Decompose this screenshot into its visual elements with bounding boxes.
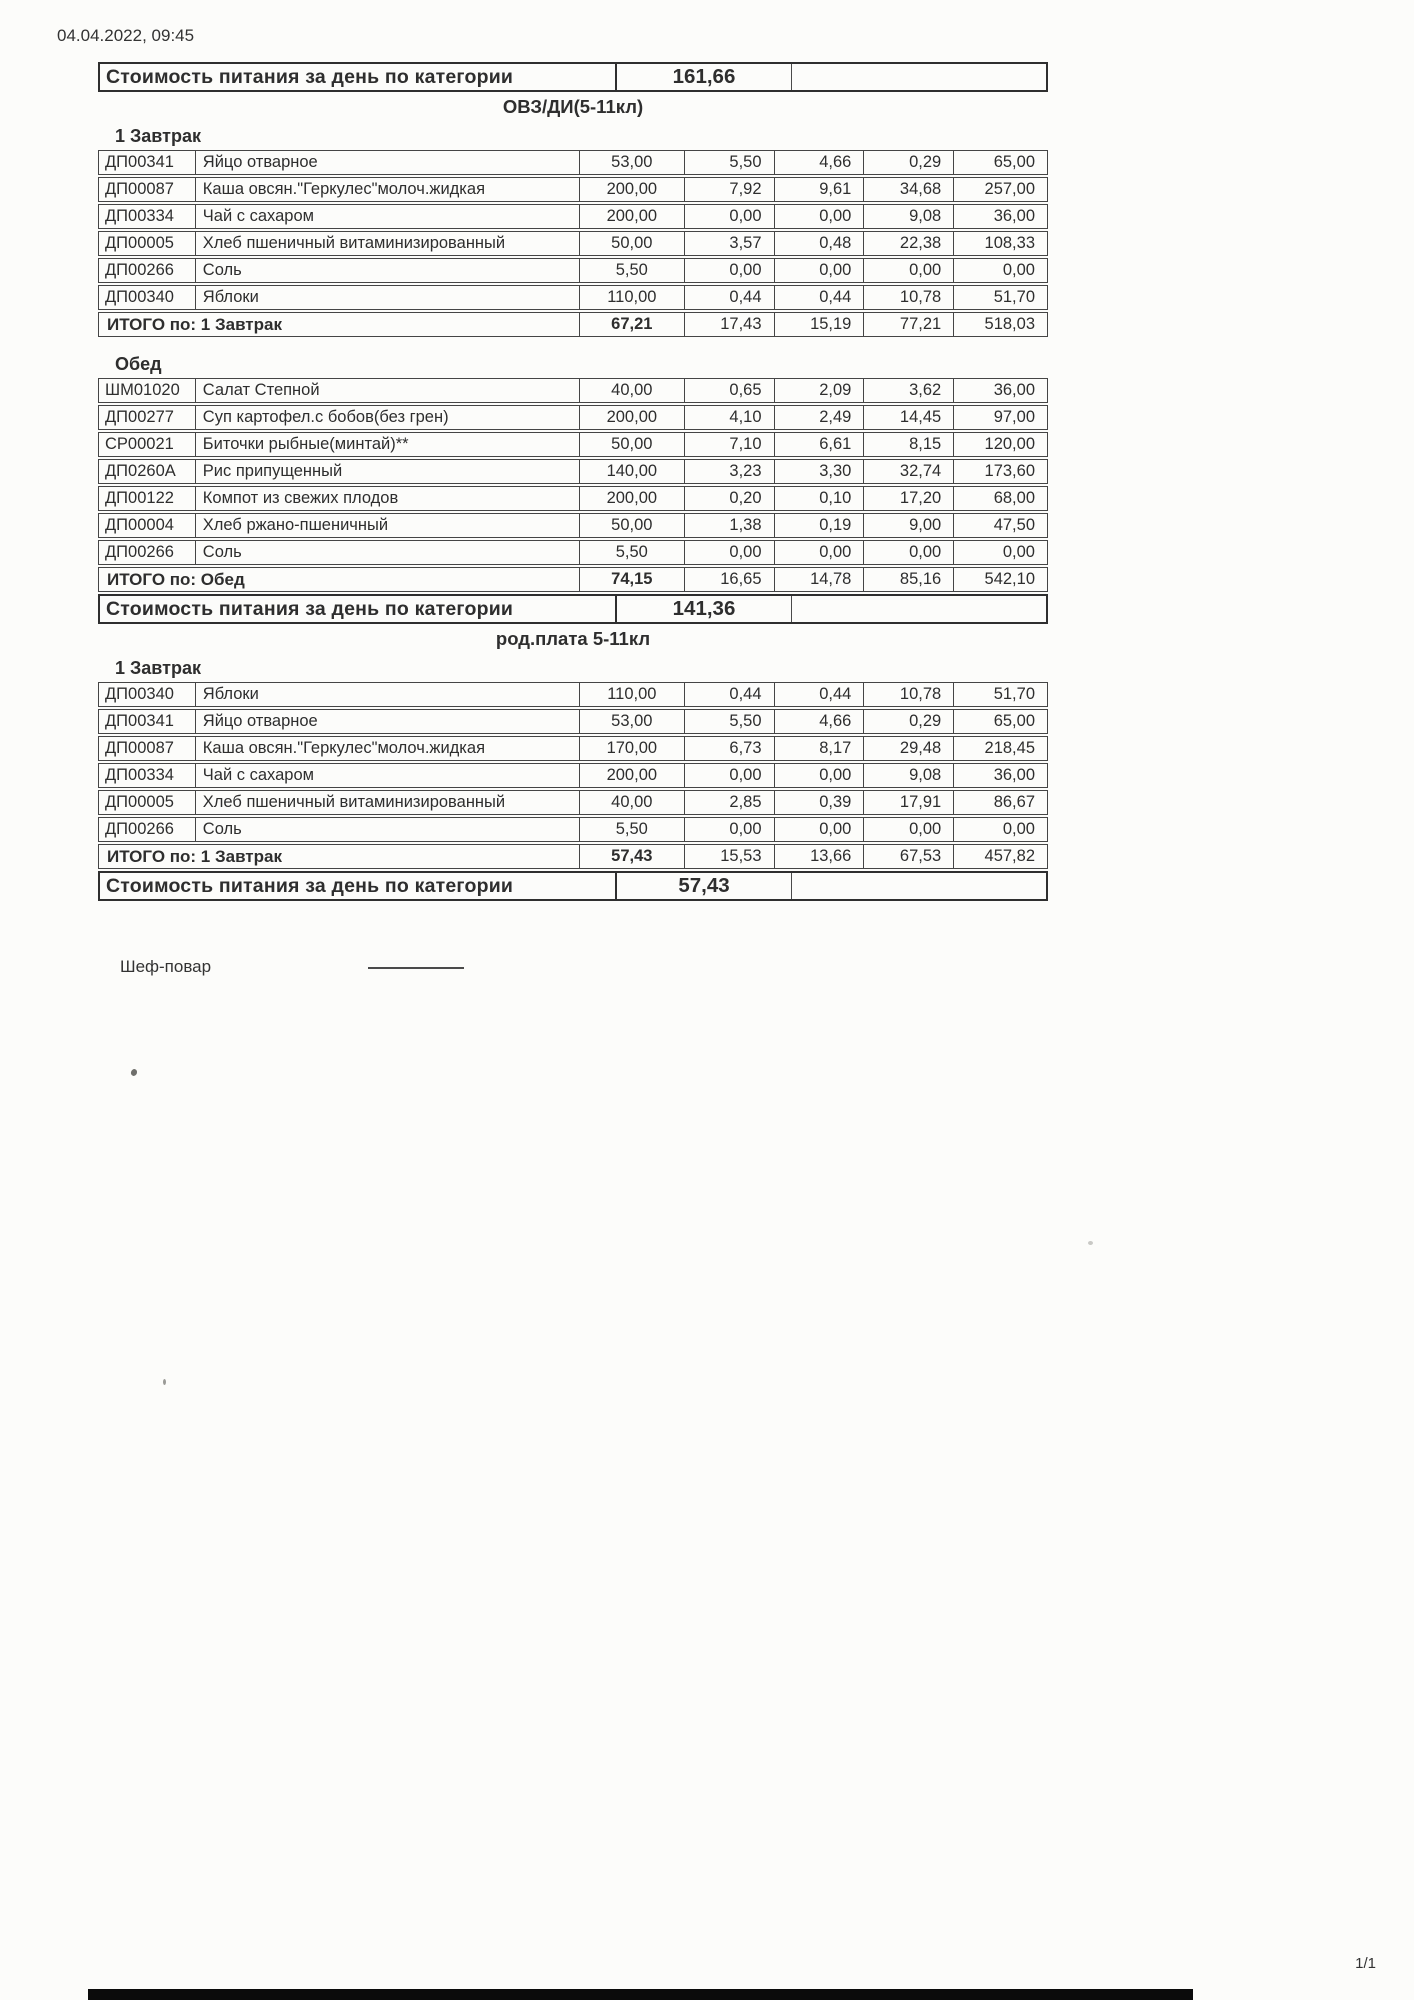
- item-value: 0,29: [864, 710, 954, 733]
- item-value: 65,00: [993, 712, 1035, 730]
- table-row: [98, 682, 1048, 707]
- table-total-row: [98, 567, 1048, 592]
- item-value: 110,00: [580, 683, 685, 706]
- chef-signature-row: [120, 957, 1048, 977]
- item-value: 0,39: [775, 791, 865, 814]
- item-value: 0,00: [685, 541, 775, 564]
- total-value: 67,53: [864, 845, 954, 868]
- item-name: Яйцо отварное: [196, 710, 580, 733]
- item-value: 50,00: [580, 232, 685, 255]
- total-value: 57,43: [580, 845, 685, 868]
- item-code: ДП00005: [99, 232, 196, 255]
- total-value: 15,19: [775, 313, 865, 336]
- item-value: 0,44: [775, 683, 865, 706]
- daily-cost-summary-bar-3: [98, 871, 1048, 901]
- item-name: Биточки рыбные(минтай)**: [196, 433, 580, 456]
- breakfast-1-table: [98, 150, 1048, 337]
- item-value: 10,78: [864, 683, 954, 706]
- item-code: ДП00087: [99, 737, 196, 760]
- item-value: 0,00: [864, 818, 954, 841]
- item-value: 0,00: [1002, 543, 1035, 561]
- page-number: 1/1: [1355, 1955, 1376, 1972]
- item-value: 200,00: [580, 406, 685, 429]
- table-row: [98, 540, 1048, 565]
- item-value: 6,61: [775, 433, 865, 456]
- item-code: СР00021: [99, 433, 196, 456]
- item-value: 86,67: [993, 793, 1035, 811]
- item-value: 200,00: [580, 487, 685, 510]
- daily-cost-value: 141,36: [617, 596, 792, 622]
- item-name: Суп картофел.с бобов(без грен): [196, 406, 580, 429]
- item-value: 7,10: [685, 433, 775, 456]
- total-value: 74,15: [580, 568, 685, 591]
- daily-cost-summary-bar-2: [98, 594, 1048, 624]
- item-value: 22,38: [864, 232, 954, 255]
- lunch-table: [98, 378, 1048, 592]
- total-value: 85,16: [864, 568, 954, 591]
- item-code: ДП00266: [99, 541, 196, 564]
- item-value: 200,00: [580, 205, 685, 228]
- table-row: [98, 204, 1048, 229]
- item-value: 40,00: [580, 791, 685, 814]
- total-value: 77,21: [864, 313, 954, 336]
- item-value: 1,38: [685, 514, 775, 537]
- item-value: 2,09: [775, 379, 865, 402]
- total-value: 457,82: [984, 847, 1035, 865]
- total-value: 67,21: [580, 313, 685, 336]
- item-value: 0,00: [775, 205, 865, 228]
- item-code: ДП00334: [99, 205, 196, 228]
- item-value: 51,70: [993, 288, 1035, 306]
- item-value: 97,00: [993, 408, 1035, 426]
- item-value: 9,61: [775, 178, 865, 201]
- item-value: 218,45: [984, 739, 1035, 757]
- item-value: 9,00: [864, 514, 954, 537]
- item-code: ДП00340: [99, 683, 196, 706]
- table-row: [98, 513, 1048, 538]
- item-value: 170,00: [580, 737, 685, 760]
- item-value: 53,00: [580, 710, 685, 733]
- table-row: [98, 177, 1048, 202]
- total-value: 518,03: [984, 315, 1035, 333]
- total-label: ИТОГО по: 1 Завтрак: [99, 313, 580, 336]
- table-row: [98, 736, 1048, 761]
- table-row: [98, 258, 1048, 283]
- item-value: 68,00: [993, 489, 1035, 507]
- item-value: 34,68: [864, 178, 954, 201]
- item-value: 2,85: [685, 791, 775, 814]
- item-value: 173,60: [984, 462, 1035, 480]
- item-value: 3,30: [775, 460, 865, 483]
- item-code: ДП00122: [99, 487, 196, 510]
- item-name: Хлеб пшеничный витаминизированный: [196, 791, 580, 814]
- total-value: 16,65: [685, 568, 775, 591]
- breakfast-1-rows: [98, 150, 1048, 310]
- item-value: 200,00: [580, 764, 685, 787]
- item-value: 0,44: [775, 286, 865, 309]
- signature-line: [368, 967, 464, 969]
- daily-cost-filler: [792, 64, 1046, 90]
- scan-speck: [130, 1068, 138, 1077]
- daily-cost-label: Стоимость питания за день по категории: [100, 64, 617, 90]
- item-code: ДП00266: [99, 259, 196, 282]
- item-name: Компот из свежих плодов: [196, 487, 580, 510]
- daily-cost-label: Стоимость питания за день по категории: [100, 873, 617, 899]
- table-row: [98, 486, 1048, 511]
- table-row: [98, 790, 1048, 815]
- item-value: 4,66: [775, 710, 865, 733]
- total-value: 542,10: [984, 570, 1035, 588]
- item-value: 4,10: [685, 406, 775, 429]
- item-value: 65,00: [993, 153, 1035, 171]
- item-code: ДП0260А: [99, 460, 196, 483]
- item-value: 0,44: [685, 683, 775, 706]
- item-value: 0,00: [685, 205, 775, 228]
- table-row: [98, 231, 1048, 256]
- scan-speck: [163, 1379, 166, 1385]
- item-value: 0,44: [685, 286, 775, 309]
- item-code: ДП00005: [99, 791, 196, 814]
- item-value: 0,48: [775, 232, 865, 255]
- item-code: ДП00340: [99, 286, 196, 309]
- daily-cost-label: Стоимость питания за день по категории: [100, 596, 617, 622]
- table-row: [98, 763, 1048, 788]
- item-value: 3,23: [685, 460, 775, 483]
- item-name: Салат Степной: [196, 379, 580, 402]
- scan-edge-artifact: [88, 1989, 1193, 2000]
- chef-label: Шеф-повар: [120, 957, 212, 976]
- item-value: 51,70: [993, 685, 1035, 703]
- item-name: Яблоки: [196, 286, 580, 309]
- item-name: Хлеб ржано-пшеничный: [196, 514, 580, 537]
- item-name: Каша овсян."Геркулес"молоч.жидкая: [196, 178, 580, 201]
- table-total-row: [98, 844, 1048, 869]
- item-code: ДП00341: [99, 151, 196, 174]
- item-code: ДП00334: [99, 764, 196, 787]
- table-row: [98, 378, 1048, 403]
- item-value: 0,00: [775, 818, 865, 841]
- item-value: 5,50: [685, 151, 775, 174]
- item-value: 0,00: [685, 818, 775, 841]
- item-name: Чай с сахаром: [196, 764, 580, 787]
- item-value: 0,00: [775, 764, 865, 787]
- item-value: 8,15: [864, 433, 954, 456]
- item-value: 110,00: [580, 286, 685, 309]
- daily-cost-filler: [792, 596, 1046, 622]
- item-name: Яблоки: [196, 683, 580, 706]
- daily-cost-value: 161,66: [617, 64, 792, 90]
- item-value: 0,00: [864, 541, 954, 564]
- total-label: ИТОГО по: Обед: [99, 568, 580, 591]
- item-value: 0,00: [1002, 261, 1035, 279]
- item-value: 140,00: [580, 460, 685, 483]
- item-value: 29,48: [864, 737, 954, 760]
- item-code: ДП00004: [99, 514, 196, 537]
- item-name: Каша овсян."Геркулес"молоч.жидкая: [196, 737, 580, 760]
- item-value: 7,92: [685, 178, 775, 201]
- total-value: 17,43: [685, 313, 775, 336]
- table-row: [98, 405, 1048, 430]
- item-value: 0,00: [864, 259, 954, 282]
- item-value: 3,62: [864, 379, 954, 402]
- item-name: Соль: [196, 541, 580, 564]
- item-value: 5,50: [580, 818, 685, 841]
- item-value: 5,50: [685, 710, 775, 733]
- daily-cost-summary-bar-1: [98, 62, 1048, 92]
- item-value: 8,17: [775, 737, 865, 760]
- item-value: 0,00: [775, 259, 865, 282]
- document-content: [98, 62, 1048, 977]
- item-name: Яйцо отварное: [196, 151, 580, 174]
- total-label: ИТОГО по: 1 Завтрак: [99, 845, 580, 868]
- item-value: 10,78: [864, 286, 954, 309]
- lunch-rows: [98, 378, 1048, 565]
- item-value: 0,00: [685, 764, 775, 787]
- item-name: Хлеб пшеничный витаминизированный: [196, 232, 580, 255]
- item-value: 0,20: [685, 487, 775, 510]
- item-value: 47,50: [993, 516, 1035, 534]
- breakfast-2-rows: [98, 682, 1048, 842]
- item-value: 9,08: [864, 764, 954, 787]
- category-title-rodplata: род.плата 5-11кл: [495, 628, 651, 649]
- item-value: 0,19: [775, 514, 865, 537]
- item-value: 4,66: [775, 151, 865, 174]
- item-value: 50,00: [580, 514, 685, 537]
- scan-speck: [1088, 1241, 1093, 1245]
- item-code: ДП00266: [99, 818, 196, 841]
- item-value: 5,50: [580, 259, 685, 282]
- item-value: 50,00: [580, 433, 685, 456]
- breakfast-2-table: [98, 682, 1048, 869]
- item-value: 32,74: [864, 460, 954, 483]
- category-title-ovz: ОВЗ/ДИ(5-11кл): [502, 96, 644, 117]
- item-value: 36,00: [993, 207, 1035, 225]
- table-total-row: [98, 312, 1048, 337]
- item-value: 40,00: [580, 379, 685, 402]
- item-value: 53,00: [580, 151, 685, 174]
- item-value: 0,29: [864, 151, 954, 174]
- table-row: [98, 817, 1048, 842]
- item-name: Рис припущенный: [196, 460, 580, 483]
- item-value: 0,00: [1002, 820, 1035, 838]
- item-value: 2,49: [775, 406, 865, 429]
- item-code: ДП00277: [99, 406, 196, 429]
- item-value: 17,91: [864, 791, 954, 814]
- meal-title-breakfast-1: 1 Завтрак: [115, 126, 201, 146]
- table-row: [98, 459, 1048, 484]
- item-value: 108,33: [984, 234, 1035, 252]
- table-row: [98, 285, 1048, 310]
- item-code: ДП00087: [99, 178, 196, 201]
- item-code: ШМ01020: [99, 379, 196, 402]
- item-value: 14,45: [864, 406, 954, 429]
- total-value: 13,66: [775, 845, 865, 868]
- item-code: ДП00341: [99, 710, 196, 733]
- table-row: [98, 709, 1048, 734]
- daily-cost-value: 57,43: [617, 873, 792, 899]
- item-value: 0,65: [685, 379, 775, 402]
- daily-cost-filler: [792, 873, 1046, 899]
- item-value: 120,00: [984, 435, 1035, 453]
- total-value: 14,78: [775, 568, 865, 591]
- item-value: 17,20: [864, 487, 954, 510]
- item-value: 257,00: [984, 180, 1035, 198]
- item-value: 6,73: [685, 737, 775, 760]
- table-row: [98, 150, 1048, 175]
- print-timestamp: 04.04.2022, 09:45: [57, 26, 195, 45]
- item-value: 36,00: [993, 381, 1035, 399]
- item-value: 0,10: [775, 487, 865, 510]
- item-value: 0,00: [685, 259, 775, 282]
- item-value: 3,57: [685, 232, 775, 255]
- item-value: 36,00: [993, 766, 1035, 784]
- meal-title-lunch: Обед: [115, 354, 162, 374]
- item-name: Чай с сахаром: [196, 205, 580, 228]
- item-value: 0,00: [775, 541, 865, 564]
- item-name: Соль: [196, 259, 580, 282]
- item-value: 9,08: [864, 205, 954, 228]
- meal-title-breakfast-2: 1 Завтрак: [115, 658, 201, 678]
- table-row: [98, 432, 1048, 457]
- item-value: 200,00: [580, 178, 685, 201]
- total-value: 15,53: [685, 845, 775, 868]
- item-name: Соль: [196, 818, 580, 841]
- item-value: 5,50: [580, 541, 685, 564]
